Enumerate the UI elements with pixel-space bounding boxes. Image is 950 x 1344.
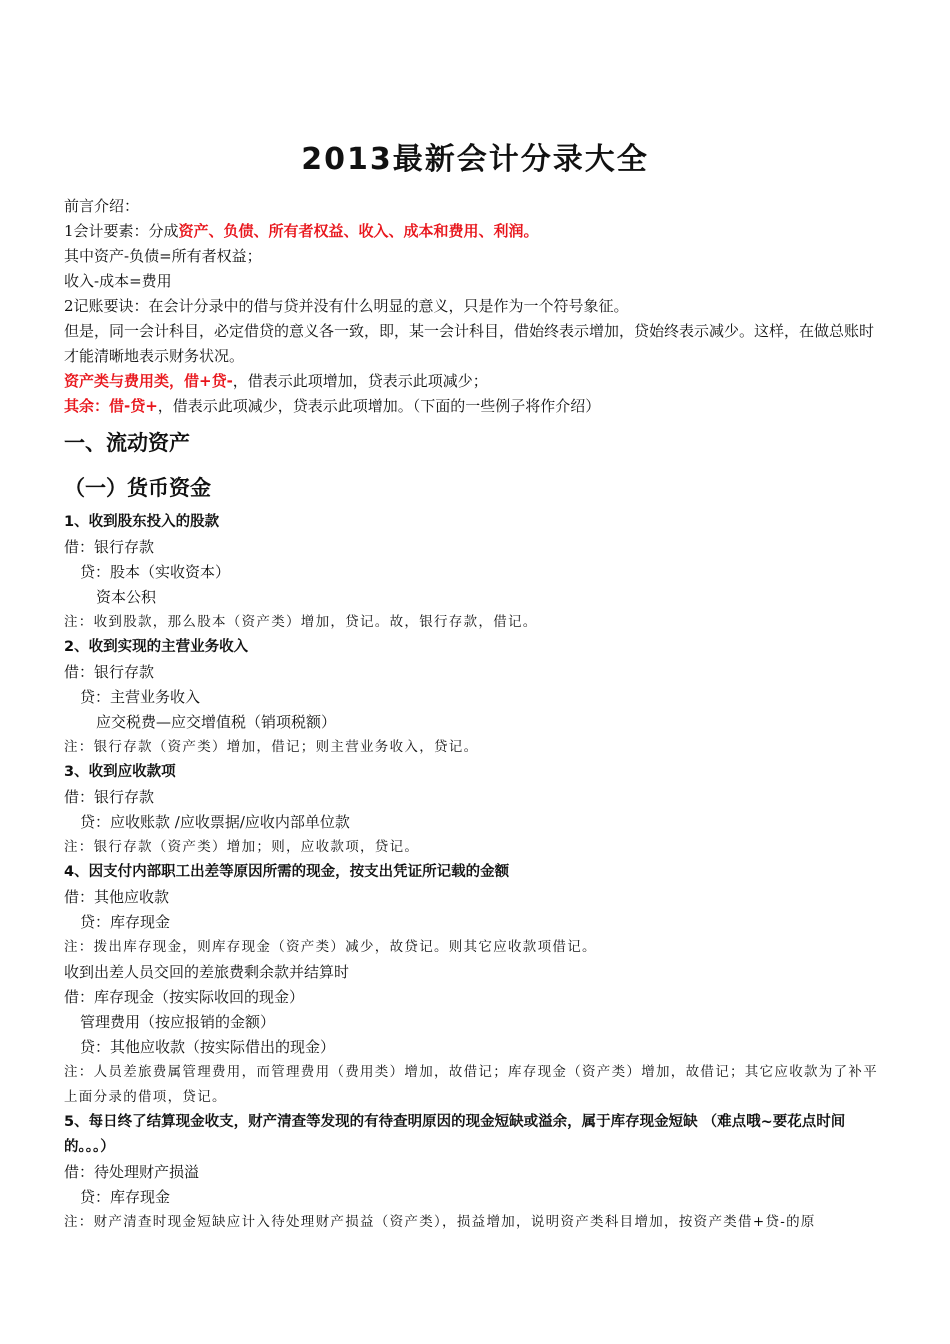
preface-label: 前言介绍：	[64, 197, 140, 215]
entry-4-sub-note: 注：人员差旅费属管理费用，而管理费用（费用类）增加，故借记；库存现金（资产类）增加，故借记；其它应收款为了补平上面分录的借项，贷记。	[64, 1064, 878, 1105]
entry-4-credit: 贷：库存现金	[80, 913, 171, 931]
entry-4-sub-credit: 贷：其他应收款（按实际借出的现金）	[80, 1038, 336, 1056]
equation-1: 其中资产-负债=所有者权益；	[64, 247, 262, 265]
document-title: 2013最新会计分录大全	[301, 142, 649, 177]
entry-2-credit: 贷：主营业务收入	[80, 688, 201, 706]
section-heading-current-assets: 一、流动资产	[64, 431, 190, 455]
entry-1-note: 注：收到股款，那么股本（资产类）增加，贷记。故，银行存款，借记。	[64, 614, 538, 630]
intro-item-1	[64, 219, 886, 244]
subsection-heading-monetary-funds: （一）货币资金	[64, 476, 211, 500]
entry-5-note: 注：财产清查时现金短缺应计入待处理财产损益（资产类），损益增加，说明资产类科目增加，按资产类借+贷-的原	[64, 1214, 816, 1230]
document-body	[64, 140, 886, 1235]
entry-3-debit: 借：银行存款	[64, 788, 155, 806]
entry-5-credit: 贷：库存现金	[80, 1188, 171, 1206]
entry-1-credit: 贷：股本（实收资本）	[80, 563, 231, 581]
entry-1-credit-2: 资本公积	[96, 588, 157, 606]
intro-item-2-paragraph: 但是，同一会计科目，必定借贷的意义各一致，即，某一会计科目，借始终表示增加，贷始终表示减少。这样，在做总账时才能清晰地表示财务状况。	[64, 322, 875, 365]
entry-2-note: 注：银行存款（资产类）增加，借记；则主营业务收入，贷记。	[64, 739, 479, 755]
entry-1-debit: 借：银行存款	[64, 538, 155, 556]
entry-4-heading: 4、因支付内部职工出差等原因所需的现金，按支出凭证所记载的金额	[64, 864, 510, 880]
entry-5-heading: 5、每日终了结算现金收支，财产清查等发现的有待查明原因的现金短缺或溢余，属于库存现金短缺 （难点哦~要花点时间的。。。）	[64, 1114, 846, 1155]
accounting-elements: 资产、负债、所有者权益、收入、成本和费用、利润。	[178, 222, 539, 240]
entry-2-debit: 借：银行存款	[64, 663, 155, 681]
entry-2-heading: 2、收到实现的主营业务收入	[64, 639, 249, 655]
entry-3-note: 注：银行存款（资产类）增加；则，应收款项，贷记。	[64, 839, 420, 855]
rule-2	[64, 394, 886, 419]
entry-3-heading: 3、收到应收款项	[64, 764, 176, 780]
intro-item-1-prefix: 1会计要素：分成	[64, 222, 179, 240]
entry-4-sub-heading: 收到出差人员交回的差旅费剩余款并结算时	[64, 963, 350, 981]
intro-item-2: 2记账要诀：在会计分录中的借与贷并没有什么明显的意义，只是作为一个符号象征。	[64, 297, 629, 315]
rule-1	[64, 369, 886, 394]
entry-3-credit: 贷：应收账款 /应收票据/应收内部单位款	[80, 813, 350, 831]
rule-1-text: ，借表示此项增加，贷表示此项减少；	[232, 372, 488, 390]
entry-1-heading: 1、收到股东投入的股款	[64, 514, 220, 530]
rule-2-text: ，借表示此项减少，贷表示此项增加。（下面的一些例子将作介绍）	[157, 397, 601, 415]
entry-4-note: 注：拨出库存现金，则库存现金（资产类）减少，故贷记。则其它应收款项借记。	[64, 939, 597, 955]
entry-4-sub-debit: 借：库存现金（按实际收回的现金）	[64, 988, 305, 1006]
entry-4-debit: 借：其他应收款	[64, 888, 170, 906]
rule-1-highlight: 资产类与费用类，借+贷-	[64, 372, 233, 390]
entry-4-sub-debit-2: 管理费用（按应报销的金额）	[80, 1013, 276, 1031]
entry-2-credit-2: 应交税费—应交增值税（销项税额）	[96, 713, 337, 731]
equation-2: 收入-成本=费用	[64, 272, 172, 290]
rule-2-highlight: 其余：借-贷+	[64, 397, 158, 415]
entry-5-debit: 借：待处理财产损溢	[64, 1163, 200, 1181]
